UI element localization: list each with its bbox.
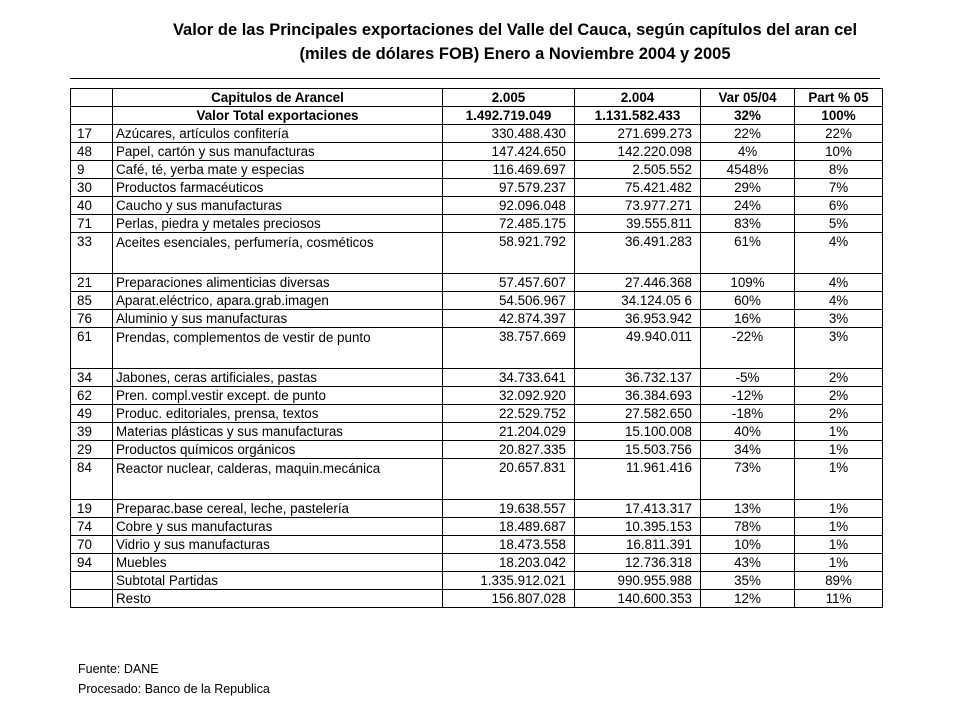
chapter-name: Café, té, yerba mate y especias — [113, 161, 443, 179]
participation: 6% — [795, 197, 883, 215]
table-row — [71, 215, 883, 233]
variation: 83% — [701, 215, 795, 233]
table-row — [71, 405, 883, 423]
header-2005: 2.005 — [443, 89, 575, 107]
chapter-code: 30 — [71, 179, 113, 197]
resto-label: Resto — [113, 590, 443, 608]
value-2005: 97.579.237 — [443, 179, 575, 197]
variation: 61% — [701, 233, 795, 274]
chapter-code: 19 — [71, 500, 113, 518]
subtotal-var: 35% — [701, 572, 795, 590]
participation: 1% — [795, 536, 883, 554]
variation: 43% — [701, 554, 795, 572]
variation: 78% — [701, 518, 795, 536]
chapter-code: 61 — [71, 328, 113, 369]
table-row — [71, 274, 883, 292]
total-row — [71, 107, 883, 125]
participation: 8% — [795, 161, 883, 179]
value-2005: 21.204.029 — [443, 423, 575, 441]
chapter-name: Cobre y sus manufacturas — [113, 518, 443, 536]
resto-2004: 140.600.353 — [575, 590, 701, 608]
value-2005: 38.757.669 — [443, 328, 575, 369]
participation: 1% — [795, 423, 883, 441]
chapter-code: 21 — [71, 274, 113, 292]
participation: 7% — [795, 179, 883, 197]
chapter-code: 48 — [71, 143, 113, 161]
header-code — [71, 89, 113, 107]
chapter-code: 70 — [71, 536, 113, 554]
participation: 1% — [795, 518, 883, 536]
title-line-1: Valor de las Principales exportaciones del Valle del Cauca, según capítulos del aran cel — [172, 21, 858, 39]
total-part: 100% — [795, 107, 883, 125]
resto-2005: 156.807.028 — [443, 590, 575, 608]
value-2005: 92.096.048 — [443, 197, 575, 215]
participation: 2% — [795, 405, 883, 423]
processed-note: Procesado: Banco de la Republica — [78, 682, 270, 696]
table-row — [71, 233, 883, 274]
table-row — [71, 292, 883, 310]
participation: 2% — [795, 369, 883, 387]
value-2005: 34.733.641 — [443, 369, 575, 387]
summary-rows — [71, 572, 883, 608]
participation: 3% — [795, 328, 883, 369]
table-row — [71, 179, 883, 197]
participation: 1% — [795, 500, 883, 518]
header-var: Var 05/04 — [701, 89, 795, 107]
chapter-code: 62 — [71, 387, 113, 405]
table-row — [71, 459, 883, 500]
chapter-name: Reactor nuclear, calderas, maquin.mecánica — [113, 459, 443, 500]
chapter-code: 94 — [71, 554, 113, 572]
variation: 13% — [701, 500, 795, 518]
chapter-name: Azúcares, artículos confitería — [113, 125, 443, 143]
table-row — [71, 328, 883, 369]
value-2005: 58.921.792 — [443, 233, 575, 274]
value-2004: 27.582.650 — [575, 405, 701, 423]
total-code — [71, 107, 113, 125]
chapter-name: Prendas, complementos de vestir de punto — [113, 328, 443, 369]
top-divider — [70, 78, 880, 79]
variation: -5% — [701, 369, 795, 387]
chapter-code: 9 — [71, 161, 113, 179]
value-2004: 16.811.391 — [575, 536, 701, 554]
chapter-name: Aluminio y sus manufacturas — [113, 310, 443, 328]
value-2004: 12.736.318 — [575, 554, 701, 572]
table-row — [71, 441, 883, 459]
chapter-name: Aceites esenciales, perfumería, cosméticos — [113, 233, 443, 274]
table-row — [71, 197, 883, 215]
value-2004: 36.732.137 — [575, 369, 701, 387]
resto-row — [71, 590, 883, 608]
chapter-code: 33 — [71, 233, 113, 274]
participation: 4% — [795, 233, 883, 274]
table-row — [71, 554, 883, 572]
subtotal-part: 89% — [795, 572, 883, 590]
variation: -22% — [701, 328, 795, 369]
variation: -18% — [701, 405, 795, 423]
chapter-name: Papel, cartón y sus manufacturas — [113, 143, 443, 161]
value-2005: 18.203.042 — [443, 554, 575, 572]
value-2005: 147.424.650 — [443, 143, 575, 161]
table-row — [71, 536, 883, 554]
participation: 1% — [795, 459, 883, 500]
participation: 4% — [795, 274, 883, 292]
chapter-code: 71 — [71, 215, 113, 233]
value-2005: 72.485.175 — [443, 215, 575, 233]
variation: 40% — [701, 423, 795, 441]
page-title — [100, 18, 930, 66]
chapter-name: Caucho y sus manufacturas — [113, 197, 443, 215]
variation: 29% — [701, 179, 795, 197]
participation: 10% — [795, 143, 883, 161]
value-2004: 49.940.011 — [575, 328, 701, 369]
subtotal-2004: 990.955.988 — [575, 572, 701, 590]
value-2005: 57.457.607 — [443, 274, 575, 292]
chapter-name: Preparaciones alimenticias diversas — [113, 274, 443, 292]
value-2005: 330.488.430 — [443, 125, 575, 143]
value-2005: 42.874.397 — [443, 310, 575, 328]
table-row — [71, 310, 883, 328]
variation: 16% — [701, 310, 795, 328]
value-2004: 36.953.942 — [575, 310, 701, 328]
chapter-name: Preparac.base cereal, leche, pastelería — [113, 500, 443, 518]
source-note: Fuente: DANE — [78, 662, 159, 676]
value-2005: 32.092.920 — [443, 387, 575, 405]
variation: 10% — [701, 536, 795, 554]
participation: 1% — [795, 554, 883, 572]
exports-table-body — [71, 89, 883, 572]
variation: 24% — [701, 197, 795, 215]
total-2005: 1.492.719.049 — [443, 107, 575, 125]
variation: 22% — [701, 125, 795, 143]
value-2004: 10.395.153 — [575, 518, 701, 536]
header-chapter: Capitulos de Arancel — [113, 89, 443, 107]
chapter-code: 85 — [71, 292, 113, 310]
participation: 1% — [795, 441, 883, 459]
chapter-code: 49 — [71, 405, 113, 423]
value-2004: 36.384.693 — [575, 387, 701, 405]
chapter-code: 40 — [71, 197, 113, 215]
variation: -12% — [701, 387, 795, 405]
value-2004: 27.446.368 — [575, 274, 701, 292]
chapter-code: 17 — [71, 125, 113, 143]
exports-table — [70, 88, 883, 608]
total-2004: 1.131.582.433 — [575, 107, 701, 125]
value-2005: 20.827.335 — [443, 441, 575, 459]
chapter-code: 74 — [71, 518, 113, 536]
variation: 73% — [701, 459, 795, 500]
chapter-name: Productos químicos orgánicos — [113, 441, 443, 459]
chapter-name: Productos farmacéuticos — [113, 179, 443, 197]
value-2004: 11.961.416 — [575, 459, 701, 500]
title-line-2: (miles de dólares FOB) Enero a Noviembre 2004 y 2005 — [299, 45, 731, 63]
value-2004: 15.503.756 — [575, 441, 701, 459]
table-row — [71, 423, 883, 441]
table-row — [71, 518, 883, 536]
table-header-row — [71, 89, 883, 107]
value-2005: 116.469.697 — [443, 161, 575, 179]
participation: 3% — [795, 310, 883, 328]
chapter-code: 29 — [71, 441, 113, 459]
table-row — [71, 369, 883, 387]
variation: 4548% — [701, 161, 795, 179]
header-2004: 2.004 — [575, 89, 701, 107]
chapter-name: Produc. editoriales, prensa, textos — [113, 405, 443, 423]
variation: 109% — [701, 274, 795, 292]
value-2004: 17.413.317 — [575, 500, 701, 518]
variation: 34% — [701, 441, 795, 459]
value-2004: 34.124.05 6 — [575, 292, 701, 310]
chapter-name: Aparat.eléctrico, apara.grab.imagen — [113, 292, 443, 310]
total-var: 32% — [701, 107, 795, 125]
chapter-name: Perlas, piedra y metales preciosos — [113, 215, 443, 233]
total-label: Valor Total exportaciones — [113, 107, 443, 125]
resto-var: 12% — [701, 590, 795, 608]
participation: 22% — [795, 125, 883, 143]
subtotal-code — [71, 572, 113, 590]
value-2005: 19.638.557 — [443, 500, 575, 518]
value-2004: 39.555.811 — [575, 215, 701, 233]
value-2005: 54.506.967 — [443, 292, 575, 310]
footnotes — [78, 659, 270, 699]
chapter-code: 34 — [71, 369, 113, 387]
variation: 60% — [701, 292, 795, 310]
chapter-name: Materias plásticas y sus manufacturas — [113, 423, 443, 441]
chapter-name: Pren. compl.vestir except. de punto — [113, 387, 443, 405]
subtotal-label: Subtotal Partidas — [113, 572, 443, 590]
value-2005: 22.529.752 — [443, 405, 575, 423]
table-row — [71, 500, 883, 518]
chapter-code: 39 — [71, 423, 113, 441]
chapter-code: 76 — [71, 310, 113, 328]
chapter-name: Muebles — [113, 554, 443, 572]
subtotal-row — [71, 572, 883, 590]
value-2004: 73.977.271 — [575, 197, 701, 215]
value-2005: 20.657.831 — [443, 459, 575, 500]
value-2004: 142.220.098 — [575, 143, 701, 161]
value-2004: 36.491.283 — [575, 233, 701, 274]
chapter-name: Vidrio y sus manufacturas — [113, 536, 443, 554]
value-2004: 15.100.008 — [575, 423, 701, 441]
table-row — [71, 143, 883, 161]
resto-part: 11% — [795, 590, 883, 608]
value-2004: 75.421.482 — [575, 179, 701, 197]
participation: 4% — [795, 292, 883, 310]
value-2004: 2.505.552 — [575, 161, 701, 179]
subtotal-2005: 1.335.912.021 — [443, 572, 575, 590]
chapter-code: 84 — [71, 459, 113, 500]
table-row — [71, 387, 883, 405]
value-2005: 18.489.687 — [443, 518, 575, 536]
participation: 5% — [795, 215, 883, 233]
value-2004: 271.699.273 — [575, 125, 701, 143]
table-row — [71, 125, 883, 143]
value-2005: 18.473.558 — [443, 536, 575, 554]
resto-code — [71, 590, 113, 608]
chapter-name: Jabones, ceras artificiales, pastas — [113, 369, 443, 387]
table-row — [71, 161, 883, 179]
variation: 4% — [701, 143, 795, 161]
header-part: Part % 05 — [795, 89, 883, 107]
participation: 2% — [795, 387, 883, 405]
